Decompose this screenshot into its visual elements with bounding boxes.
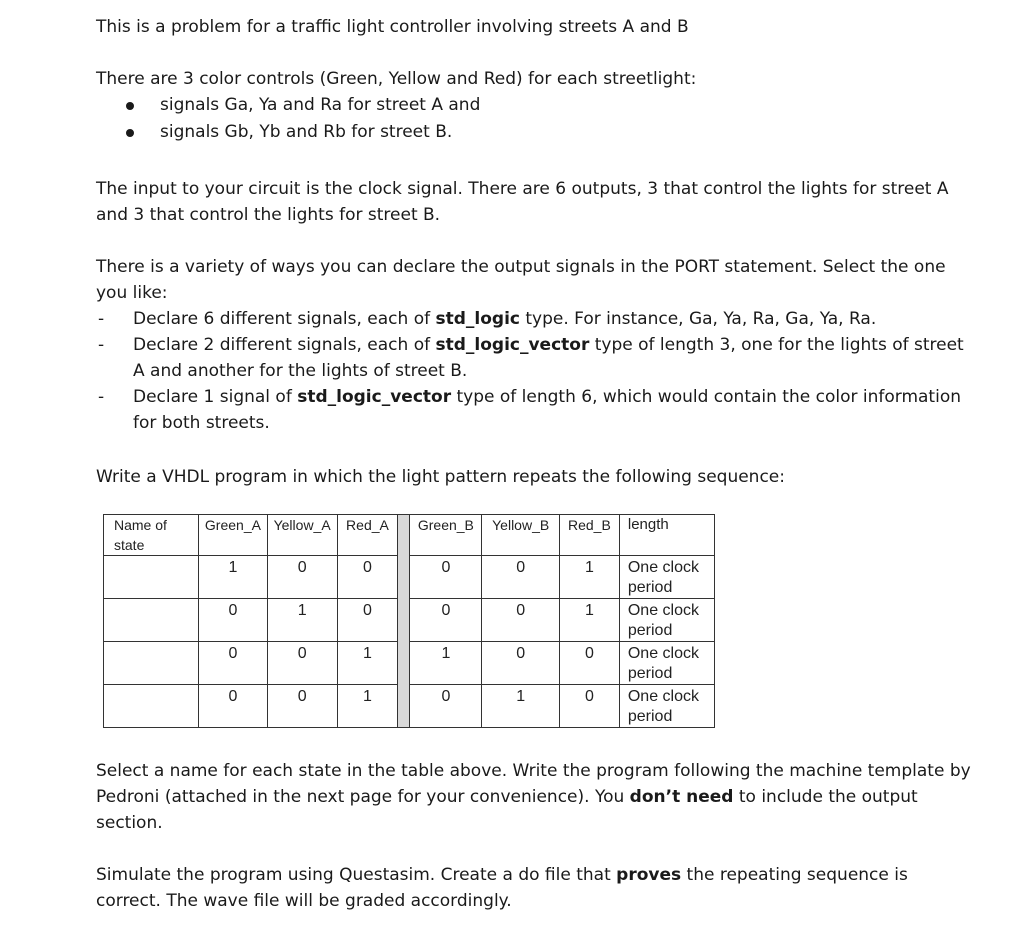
red-a-cell: 0 bbox=[337, 556, 397, 599]
state-name-cell bbox=[104, 556, 199, 599]
bullet-item: signals Ga, Ya and Ra for street A and bbox=[122, 92, 976, 119]
state-table bbox=[103, 514, 715, 728]
select-paragraph: Select a name for each state in the table above. Write the program following the machine template by Pedroni (attached in the next page for your convenience). You don’t need to include the output section. bbox=[96, 761, 971, 833]
signal-bullet-list bbox=[96, 92, 976, 146]
input-paragraph: The input to your circuit is the clock signal. There are 6 outputs, 3 that control the lights for street A and 3 that control the lights for street B. bbox=[96, 179, 949, 225]
bullet-dot bbox=[126, 129, 134, 137]
state-name-cell bbox=[104, 642, 199, 685]
header-green-a: Green_A bbox=[199, 515, 267, 556]
port-option: - Declare 2 different signals, each of std_logic_vector type of length 3, one for the lights of street A and another for the lights of street B. bbox=[98, 335, 964, 381]
yellow-a-cell: 0 bbox=[267, 642, 337, 685]
length-cell: One clock period bbox=[619, 685, 714, 728]
green-a-cell: 0 bbox=[199, 599, 267, 642]
green-b-cell: 0 bbox=[410, 685, 482, 728]
table-row bbox=[104, 685, 715, 728]
green-b-cell: 0 bbox=[410, 599, 482, 642]
intro-line: This is a problem for a traffic light controller involving streets A and B bbox=[96, 17, 689, 37]
red-b-cell: 1 bbox=[559, 556, 619, 599]
header-yellow-b: Yellow_B bbox=[482, 515, 559, 556]
red-a-cell: 1 bbox=[337, 642, 397, 685]
yellow-b-cell: 0 bbox=[482, 556, 559, 599]
port-options-list bbox=[96, 306, 976, 436]
header-red-b: Red_B bbox=[559, 515, 619, 556]
header-length: length bbox=[619, 515, 714, 556]
red-b-cell: 1 bbox=[559, 599, 619, 642]
yellow-a-cell: 1 bbox=[267, 599, 337, 642]
red-a-cell: 0 bbox=[337, 599, 397, 642]
yellow-a-cell: 0 bbox=[267, 685, 337, 728]
green-b-cell: 0 bbox=[410, 556, 482, 599]
bullet-dot bbox=[126, 102, 134, 110]
port-lead: There is a variety of ways you can declare the output signals in the PORT statement. Select the one you like: bbox=[96, 257, 946, 303]
separator-column bbox=[398, 515, 410, 728]
length-cell: One clock period bbox=[619, 556, 714, 599]
controls-lead: There are 3 color controls (Green, Yellow and Red) for each streetlight: bbox=[96, 69, 697, 89]
table-row bbox=[104, 642, 715, 685]
header-yellow-a: Yellow_A bbox=[267, 515, 337, 556]
green-a-cell: 1 bbox=[199, 556, 267, 599]
yellow-a-cell: 0 bbox=[267, 556, 337, 599]
state-name-cell bbox=[104, 599, 199, 642]
yellow-b-cell: 0 bbox=[482, 599, 559, 642]
length-cell: One clock period bbox=[619, 599, 714, 642]
red-b-cell: 0 bbox=[559, 685, 619, 728]
simulate-paragraph: Simulate the program using Questasim. Create a do file that proves the repeating sequence is correct. The wave file will be graded accordingly. bbox=[96, 865, 908, 911]
green-a-cell: 0 bbox=[199, 642, 267, 685]
instructions-bottom bbox=[96, 758, 976, 914]
problem-text bbox=[96, 14, 976, 490]
table-row bbox=[104, 556, 715, 599]
header-green-b: Green_B bbox=[410, 515, 482, 556]
yellow-b-cell: 0 bbox=[482, 642, 559, 685]
bullet-item: signals Gb, Yb and Rb for street B. bbox=[122, 119, 976, 146]
port-option: - Declare 6 different signals, each of std_logic type. For instance, Ga, Ya, Ra, Ga, Ya, Ra. bbox=[98, 309, 877, 329]
green-b-cell: 1 bbox=[410, 642, 482, 685]
header-name-of-state: Name of state bbox=[104, 515, 199, 556]
header-red-a: Red_A bbox=[337, 515, 397, 556]
port-option: - Declare 1 signal of std_logic_vector type of length 6, which would contain the color information for both streets. bbox=[98, 387, 961, 433]
red-a-cell: 1 bbox=[337, 685, 397, 728]
table-header-row bbox=[104, 515, 715, 556]
sequence-lead: Write a VHDL program in which the light pattern repeats the following sequence: bbox=[96, 467, 785, 487]
green-a-cell: 0 bbox=[199, 685, 267, 728]
table-row bbox=[104, 599, 715, 642]
length-cell: One clock period bbox=[619, 642, 714, 685]
yellow-b-cell: 1 bbox=[482, 685, 559, 728]
red-b-cell: 0 bbox=[559, 642, 619, 685]
state-name-cell bbox=[104, 685, 199, 728]
